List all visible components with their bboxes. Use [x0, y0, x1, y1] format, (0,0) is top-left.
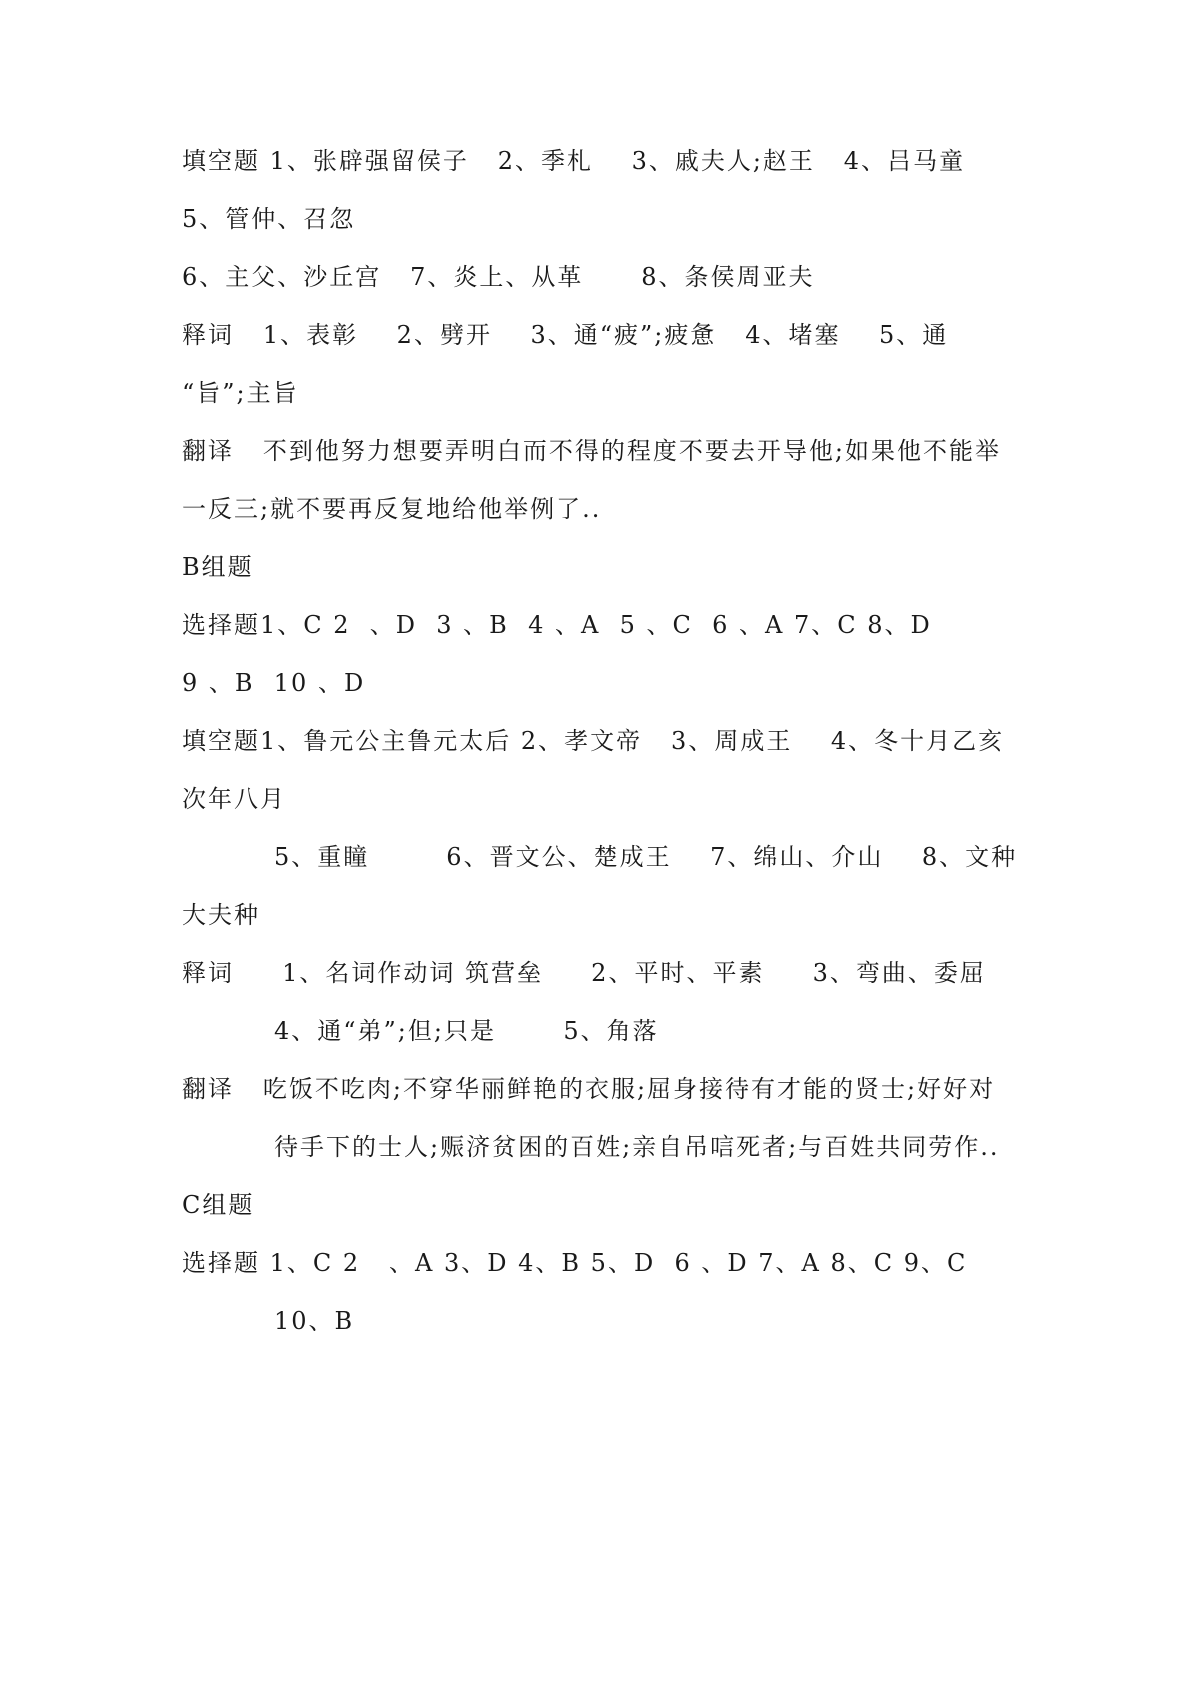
- text-line: 待手下的士人;赈济贫困的百姓;亲自吊唁死者;与百姓共同劳作..: [274, 1133, 1000, 1161]
- text-line: 填空题 1、张辟强留侯子 2、季札 3、戚夫人;赵王 4、吕马童: [182, 147, 966, 175]
- text-line: 大夫种: [182, 901, 260, 929]
- section-heading: B组题: [182, 553, 254, 581]
- text-line: 5、管仲、召忽: [182, 205, 356, 233]
- text-line: 翻译 不到他努力想要弄明白而不得的程度不要去开导他;如果他不能举: [182, 437, 1001, 465]
- text-line: 释词 1、表彰 2、劈开 3、通“疲”;疲惫 4、堵塞 5、通: [182, 321, 949, 349]
- text-line: 选择题 1、C 2 、A 3、D 4、B 5、D 6 、D 7、A 8、C 9、C: [182, 1249, 968, 1277]
- section-heading: C组题: [182, 1191, 255, 1219]
- text-line: 9 、B 10 、D: [182, 669, 366, 697]
- text-line: 4、通“弟”;但;只是 5、角落: [274, 1017, 659, 1045]
- text-line: 填空题1、鲁元公主鲁元太后 2、孝文帝 3、周成王 4、冬十月乙亥: [182, 727, 1005, 755]
- text-line: 选择题1、C 2 、D 3 、B 4 、A 5 、C 6 、A 7、C 8、D: [182, 611, 932, 639]
- text-line: 一反三;就不要再反复地给他举例了..: [182, 495, 602, 523]
- text-line: 释词 1、名词作动词 筑营垒 2、平时、平素 3、弯曲、委屈: [182, 959, 986, 987]
- text-line: 次年八月: [182, 785, 286, 813]
- text-line: 10、B: [274, 1307, 355, 1335]
- text-line: 6、主父、沙丘宫 7、炎上、从革 8、条侯周亚夫: [182, 263, 815, 291]
- text-line: 5、重瞳 6、晋文公、楚成王 7、绵山、介山 8、文种: [274, 843, 1018, 871]
- text-line: “旨”;主旨: [182, 379, 299, 407]
- text-line: 翻译 吃饭不吃肉;不穿华丽鲜艳的衣服;屈身接待有才能的贤士;好好对: [182, 1075, 996, 1103]
